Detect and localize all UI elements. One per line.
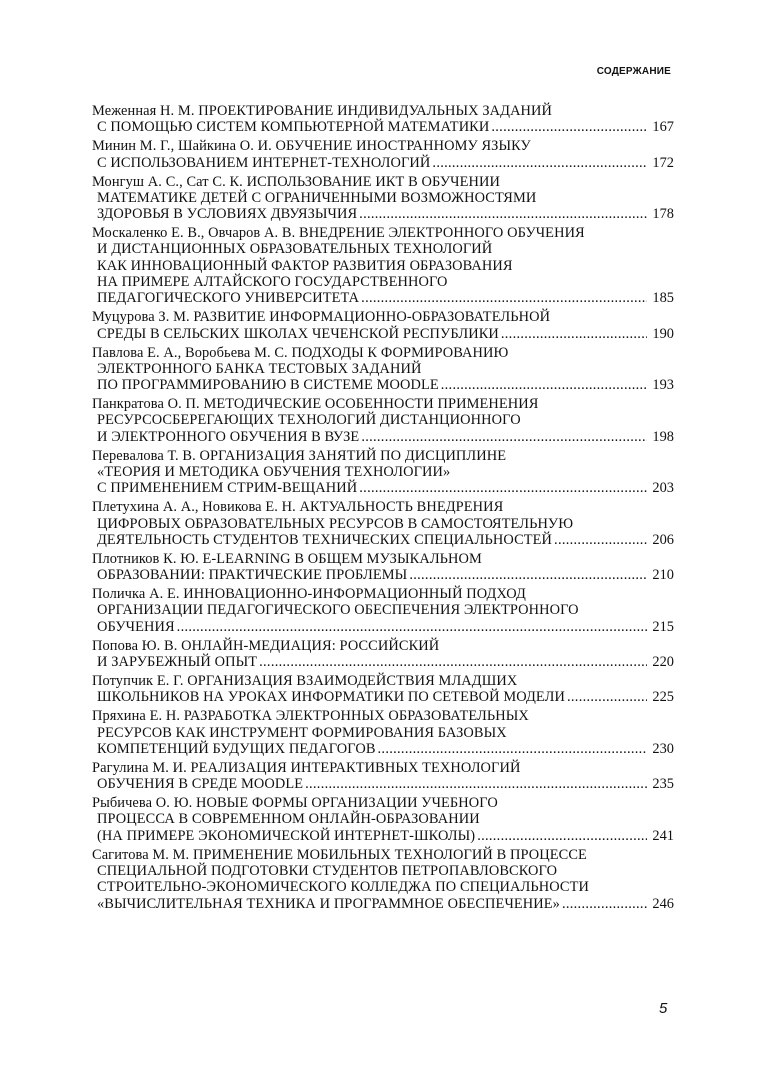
toc-entry-text: Плетухина А. А., Новикова Е. Н. АКТУАЛЬНОСТЬ ВНЕДРЕНИЯ — [92, 499, 504, 516]
toc-entry-line — [92, 811, 674, 827]
toc-entry-last-line — [92, 689, 674, 705]
dot-leader — [361, 429, 647, 445]
toc-entry-text: ЗДОРОВЬЯ В УСЛОВИЯХ ДВУЯЗЫЧИЯ — [97, 206, 358, 223]
toc-entry-line — [92, 586, 674, 602]
table-of-contents — [92, 103, 674, 915]
toc-entry-text: Монгуш А. С., Сат С. К. ИСПОЛЬЗОВАНИЕ ИКТ В ОБУЧЕНИИ — [92, 173, 501, 190]
toc-entry-text: Плотников К. Ю. E-LEARNING В ОБЩЕМ МУЗЫКАЛЬНОМ — [92, 550, 482, 567]
dot-leader — [567, 689, 647, 705]
toc-entry-text: СПЕЦИАЛЬНОЙ ПОДГОТОВКИ СТУДЕНТОВ ПЕТРОПАВЛОВСКОГО — [97, 863, 558, 880]
toc-entry — [92, 847, 674, 912]
toc-entry-last-line — [92, 206, 674, 222]
toc-entry — [92, 345, 674, 394]
toc-page-number: 241 — [652, 827, 674, 844]
toc-entry-text: (НА ПРИМЕРЕ ЭКОНОМИЧЕСКОЙ ИНТЕРНЕТ-ШКОЛЫ) — [97, 827, 476, 844]
toc-entry — [92, 309, 674, 342]
toc-entry-text: РЕСУРСОВ КАК ИНСТРУМЕНТ ФОРМИРОВАНИЯ БАЗОВЫХ — [97, 724, 507, 741]
dot-leader — [409, 567, 647, 583]
toc-entry-text: ОРГАНИЗАЦИИ ПЕДАГОГИЧЕСКОГО ОБЕСПЕЧЕНИЯ ЭЛЕКТРОННОГО — [97, 602, 579, 619]
toc-entry — [92, 586, 674, 635]
toc-page-number: 230 — [652, 740, 674, 757]
toc-entry-text: НА ПРИМЕРЕ АЛТАЙСКОГО ГОСУДАРСТВЕННОГО — [97, 274, 448, 291]
toc-page-number: 178 — [652, 206, 674, 223]
toc-entry-line — [92, 551, 674, 567]
toc-entry-text: СТРОИТЕЛЬНО-ЭКОНОМИЧЕСКОГО КОЛЛЕДЖА ПО СПЕЦИАЛЬНОСТИ — [97, 879, 590, 896]
toc-entry-line — [92, 673, 674, 689]
dot-leader — [359, 206, 647, 222]
toc-entry-line — [92, 190, 674, 206]
toc-page-number: 185 — [652, 290, 674, 307]
toc-entry-text: ПО ПРОГРАММИРОВАНИЮ В СИСТЕМЕ MOODLE — [97, 377, 439, 394]
toc-page-number: 190 — [652, 325, 674, 342]
toc-entry — [92, 708, 674, 757]
toc-entry-last-line — [92, 429, 674, 445]
toc-entry-last-line — [92, 654, 674, 670]
toc-entry — [92, 673, 674, 706]
toc-entry — [92, 174, 674, 223]
dot-leader — [477, 828, 647, 844]
toc-entry-text: Рагулина М. И. РЕАЛИЗАЦИЯ ИНТЕРАКТИВНЫХ ТЕХНОЛОГИЙ — [92, 759, 521, 776]
page-header: СОДЕРЖАНИЕ — [596, 66, 671, 77]
toc-entry-line — [92, 345, 674, 361]
toc-entry-text: Потупчик Е. Г. ОРГАНИЗАЦИЯ ВЗАИМОДЕЙСТВИЯ МЛАДШИХ — [92, 673, 518, 690]
toc-entry-line — [92, 863, 674, 879]
toc-entry-text: Попова Ю. В. ОНЛАЙН-МЕДИАЦИЯ: РОССИЙСКИЙ — [92, 637, 440, 654]
toc-entry-text: ДЕЯТЕЛЬНОСТЬ СТУДЕНТОВ ТЕХНИЧЕСКИХ СПЕЦИАЛЬНОСТЕЙ — [97, 531, 553, 548]
toc-entry-line — [92, 138, 674, 154]
toc-entry-text: ОБРАЗОВАНИИ: ПРАКТИЧЕСКИЕ ПРОБЛЕМЫ — [97, 567, 408, 584]
toc-entry — [92, 396, 674, 445]
toc-entry-last-line — [92, 532, 674, 548]
toc-entry-text: МАТЕМАТИКЕ ДЕТЕЙ С ОГРАНИЧЕННЫМИ ВОЗМОЖНОСТЯМИ — [97, 189, 537, 206]
toc-entry-text: Перевалова Т. В. ОРГАНИЗАЦИЯ ЗАНЯТИЙ ПО ДИСЦИПЛИНЕ — [92, 447, 507, 464]
toc-entry-text: Рыбичева О. Ю. НОВЫЕ ФОРМЫ ОРГАНИЗАЦИИ УЧЕБНОГО — [92, 795, 498, 812]
toc-entry-text: Сагитова М. М. ПРИМЕНЕНИЕ МОБИЛЬНЫХ ТЕХНОЛОГИЙ В ПРОЦЕССЕ — [92, 846, 587, 863]
toc-entry-text: Муцурова З. М. РАЗВИТИЕ ИНФОРМАЦИОННО-ОБРАЗОВАТЕЛЬНОЙ — [92, 309, 551, 326]
toc-entry-last-line — [92, 155, 674, 171]
toc-entry-last-line — [92, 567, 674, 583]
toc-page-number: 203 — [652, 480, 674, 497]
dot-leader — [562, 896, 647, 912]
toc-entry-text: Москаленко Е. В., Овчаров А. В. ВНЕДРЕНИЕ ЭЛЕКТРОННОГО ОБУЧЕНИЯ — [92, 225, 585, 242]
toc-entry-last-line — [92, 896, 674, 912]
toc-entry-line — [92, 879, 674, 895]
toc-entry-last-line — [92, 619, 674, 635]
dot-leader — [259, 654, 647, 670]
toc-entry — [92, 225, 674, 306]
toc-entry-line — [92, 103, 674, 119]
toc-entry-line — [92, 708, 674, 724]
dot-leader — [501, 326, 647, 342]
toc-entry-last-line — [92, 377, 674, 393]
toc-entry-text: ПЕДАГОГИЧЕСКОГО УНИВЕРСИТЕТА — [97, 290, 360, 307]
toc-page-number: 220 — [652, 654, 674, 671]
toc-entry-line — [92, 847, 674, 863]
toc-entry-line — [92, 258, 674, 274]
toc-entry-line — [92, 309, 674, 325]
toc-entry — [92, 448, 674, 497]
toc-entry-text: И ЭЛЕКТРОННОГО ОБУЧЕНИЯ В ВУЗЕ — [97, 428, 360, 445]
toc-entry-text: «ТЕОРИЯ И МЕТОДИКА ОБУЧЕНИЯ ТЕХНОЛОГИИ» — [97, 464, 451, 481]
page-number: 5 — [659, 1000, 668, 1017]
toc-entry-line — [92, 396, 674, 412]
toc-entry-text: РЕСУРСОСБЕРЕГАЮЩИХ ТЕХНОЛОГИЙ ДИСТАНЦИОННОГО — [97, 412, 521, 429]
toc-entry-line — [92, 602, 674, 618]
toc-entry — [92, 499, 674, 548]
dot-leader — [441, 377, 647, 393]
toc-entry-text: «ВЫЧИСЛИТЕЛЬНАЯ ТЕХНИКА И ПРОГРАММНОЕ ОБЕСПЕЧЕНИЕ» — [97, 895, 560, 912]
toc-entry-line — [92, 412, 674, 428]
toc-entry-text: И ДИСТАНЦИОННЫХ ОБРАЗОВАТЕЛЬНЫХ ТЕХНОЛОГИЙ — [97, 241, 493, 258]
toc-page-number: 206 — [652, 531, 674, 548]
toc-page-number: 193 — [652, 377, 674, 394]
toc-entry-last-line — [92, 480, 674, 496]
toc-page-number: 172 — [652, 154, 674, 171]
toc-page-number: 198 — [652, 428, 674, 445]
dot-leader — [378, 741, 647, 757]
toc-entry-line — [92, 725, 674, 741]
toc-entry-text: КОМПЕТЕНЦИЙ БУДУЩИХ ПЕДАГОГОВ — [97, 740, 376, 757]
toc-entry-last-line — [92, 119, 674, 135]
dot-leader — [361, 290, 647, 306]
toc-entry-line — [92, 225, 674, 241]
toc-entry — [92, 760, 674, 793]
toc-entry-text: С ИСПОЛЬЗОВАНИЕМ ИНТЕРНЕТ-ТЕХНОЛОГИЙ — [97, 154, 431, 171]
dot-leader — [359, 480, 647, 496]
dot-leader — [177, 619, 647, 635]
toc-page-number: 167 — [652, 119, 674, 136]
toc-entry-text: ОБУЧЕНИЯ — [97, 618, 175, 635]
toc-entry-text: Пряхина Е. Н. РАЗРАБОТКА ЭЛЕКТРОННЫХ ОБРАЗОВАТЕЛЬНЫХ — [92, 708, 529, 725]
toc-page-number: 210 — [652, 567, 674, 584]
toc-page-number: 215 — [652, 618, 674, 635]
toc-entry-text: Павлова Е. А., Воробьева М. С. ПОДХОДЫ К ФОРМИРОВАНИЮ — [92, 344, 509, 361]
toc-entry-line — [92, 241, 674, 257]
toc-entry-text: Поличка А. Е. ИННОВАЦИОННО-ИНФОРМАЦИОННЫЙ ПОДХОД — [92, 586, 526, 603]
toc-entry-text: ПРОЦЕССА В СОВРЕМЕННОМ ОНЛАЙН-ОБРАЗОВАНИИ — [97, 811, 480, 828]
toc-entry — [92, 103, 674, 136]
toc-entry-line — [92, 274, 674, 290]
dot-leader — [491, 119, 647, 135]
toc-entry-line — [92, 795, 674, 811]
toc-entry-last-line — [92, 741, 674, 757]
toc-entry-last-line — [92, 776, 674, 792]
dot-leader — [305, 776, 647, 792]
dot-leader — [432, 155, 647, 171]
toc-entry-line — [92, 516, 674, 532]
toc-entry-text: Меженная Н. М. ПРОЕКТИРОВАНИЕ ИНДИВИДУАЛЬНЫХ ЗАДАНИЙ — [92, 103, 553, 119]
toc-entry — [92, 638, 674, 671]
dot-leader — [554, 532, 647, 548]
toc-entry — [92, 795, 674, 844]
toc-entry-text: И ЗАРУБЕЖНЫЙ ОПЫТ — [97, 654, 258, 671]
toc-entry-text: Панкратова О. П. МЕТОДИЧЕСКИЕ ОСОБЕННОСТИ ПРИМЕНЕНИЯ — [92, 396, 539, 413]
toc-entry-text: С ПОМОЩЬЮ СИСТЕМ КОМПЬЮТЕРНОЙ МАТЕМАТИКИ — [97, 119, 490, 136]
toc-entry-text: С ПРИМЕНЕНИЕМ СТРИМ-ВЕЩАНИЙ — [97, 480, 358, 497]
toc-entry-text: ШКОЛЬНИКОВ НА УРОКАХ ИНФОРМАТИКИ ПО СЕТЕВОЙ МОДЕЛИ — [97, 689, 565, 706]
toc-entry-line — [92, 174, 674, 190]
toc-page-number: 246 — [652, 895, 674, 912]
toc-entry-text: КАК ИННОВАЦИОННЫЙ ФАКТОР РАЗВИТИЯ ОБРАЗОВАНИЯ — [97, 257, 513, 274]
toc-entry-text: ЭЛЕКТРОННОГО БАНКА ТЕСТОВЫХ ЗАДАНИЙ — [97, 360, 422, 377]
toc-entry — [92, 138, 674, 171]
toc-entry-line — [92, 464, 674, 480]
toc-page-number: 235 — [652, 776, 674, 793]
toc-entry-line — [92, 760, 674, 776]
toc-entry-text: ОБУЧЕНИЯ В СРЕДЕ MOODLE — [97, 776, 304, 793]
toc-entry-text: Минин М. Г., Шайкина О. И. ОБУЧЕНИЕ ИНОСТРАННОМУ ЯЗЫКУ — [92, 138, 531, 155]
toc-entry — [92, 551, 674, 584]
toc-entry-line — [92, 361, 674, 377]
toc-entry-last-line — [92, 326, 674, 342]
toc-entry-last-line — [92, 828, 674, 844]
toc-entry-text: ЦИФРОВЫХ ОБРАЗОВАТЕЛЬНЫХ РЕСУРСОВ В САМОСТОЯТЕЛЬНУЮ — [97, 515, 574, 532]
toc-page-number: 225 — [652, 689, 674, 706]
toc-entry-last-line — [92, 290, 674, 306]
toc-entry-line — [92, 499, 674, 515]
toc-entry-line — [92, 638, 674, 654]
toc-entry-line — [92, 448, 674, 464]
toc-entry-text: СРЕДЫ В СЕЛЬСКИХ ШКОЛАХ ЧЕЧЕНСКОЙ РЕСПУБЛИКИ — [97, 325, 499, 342]
